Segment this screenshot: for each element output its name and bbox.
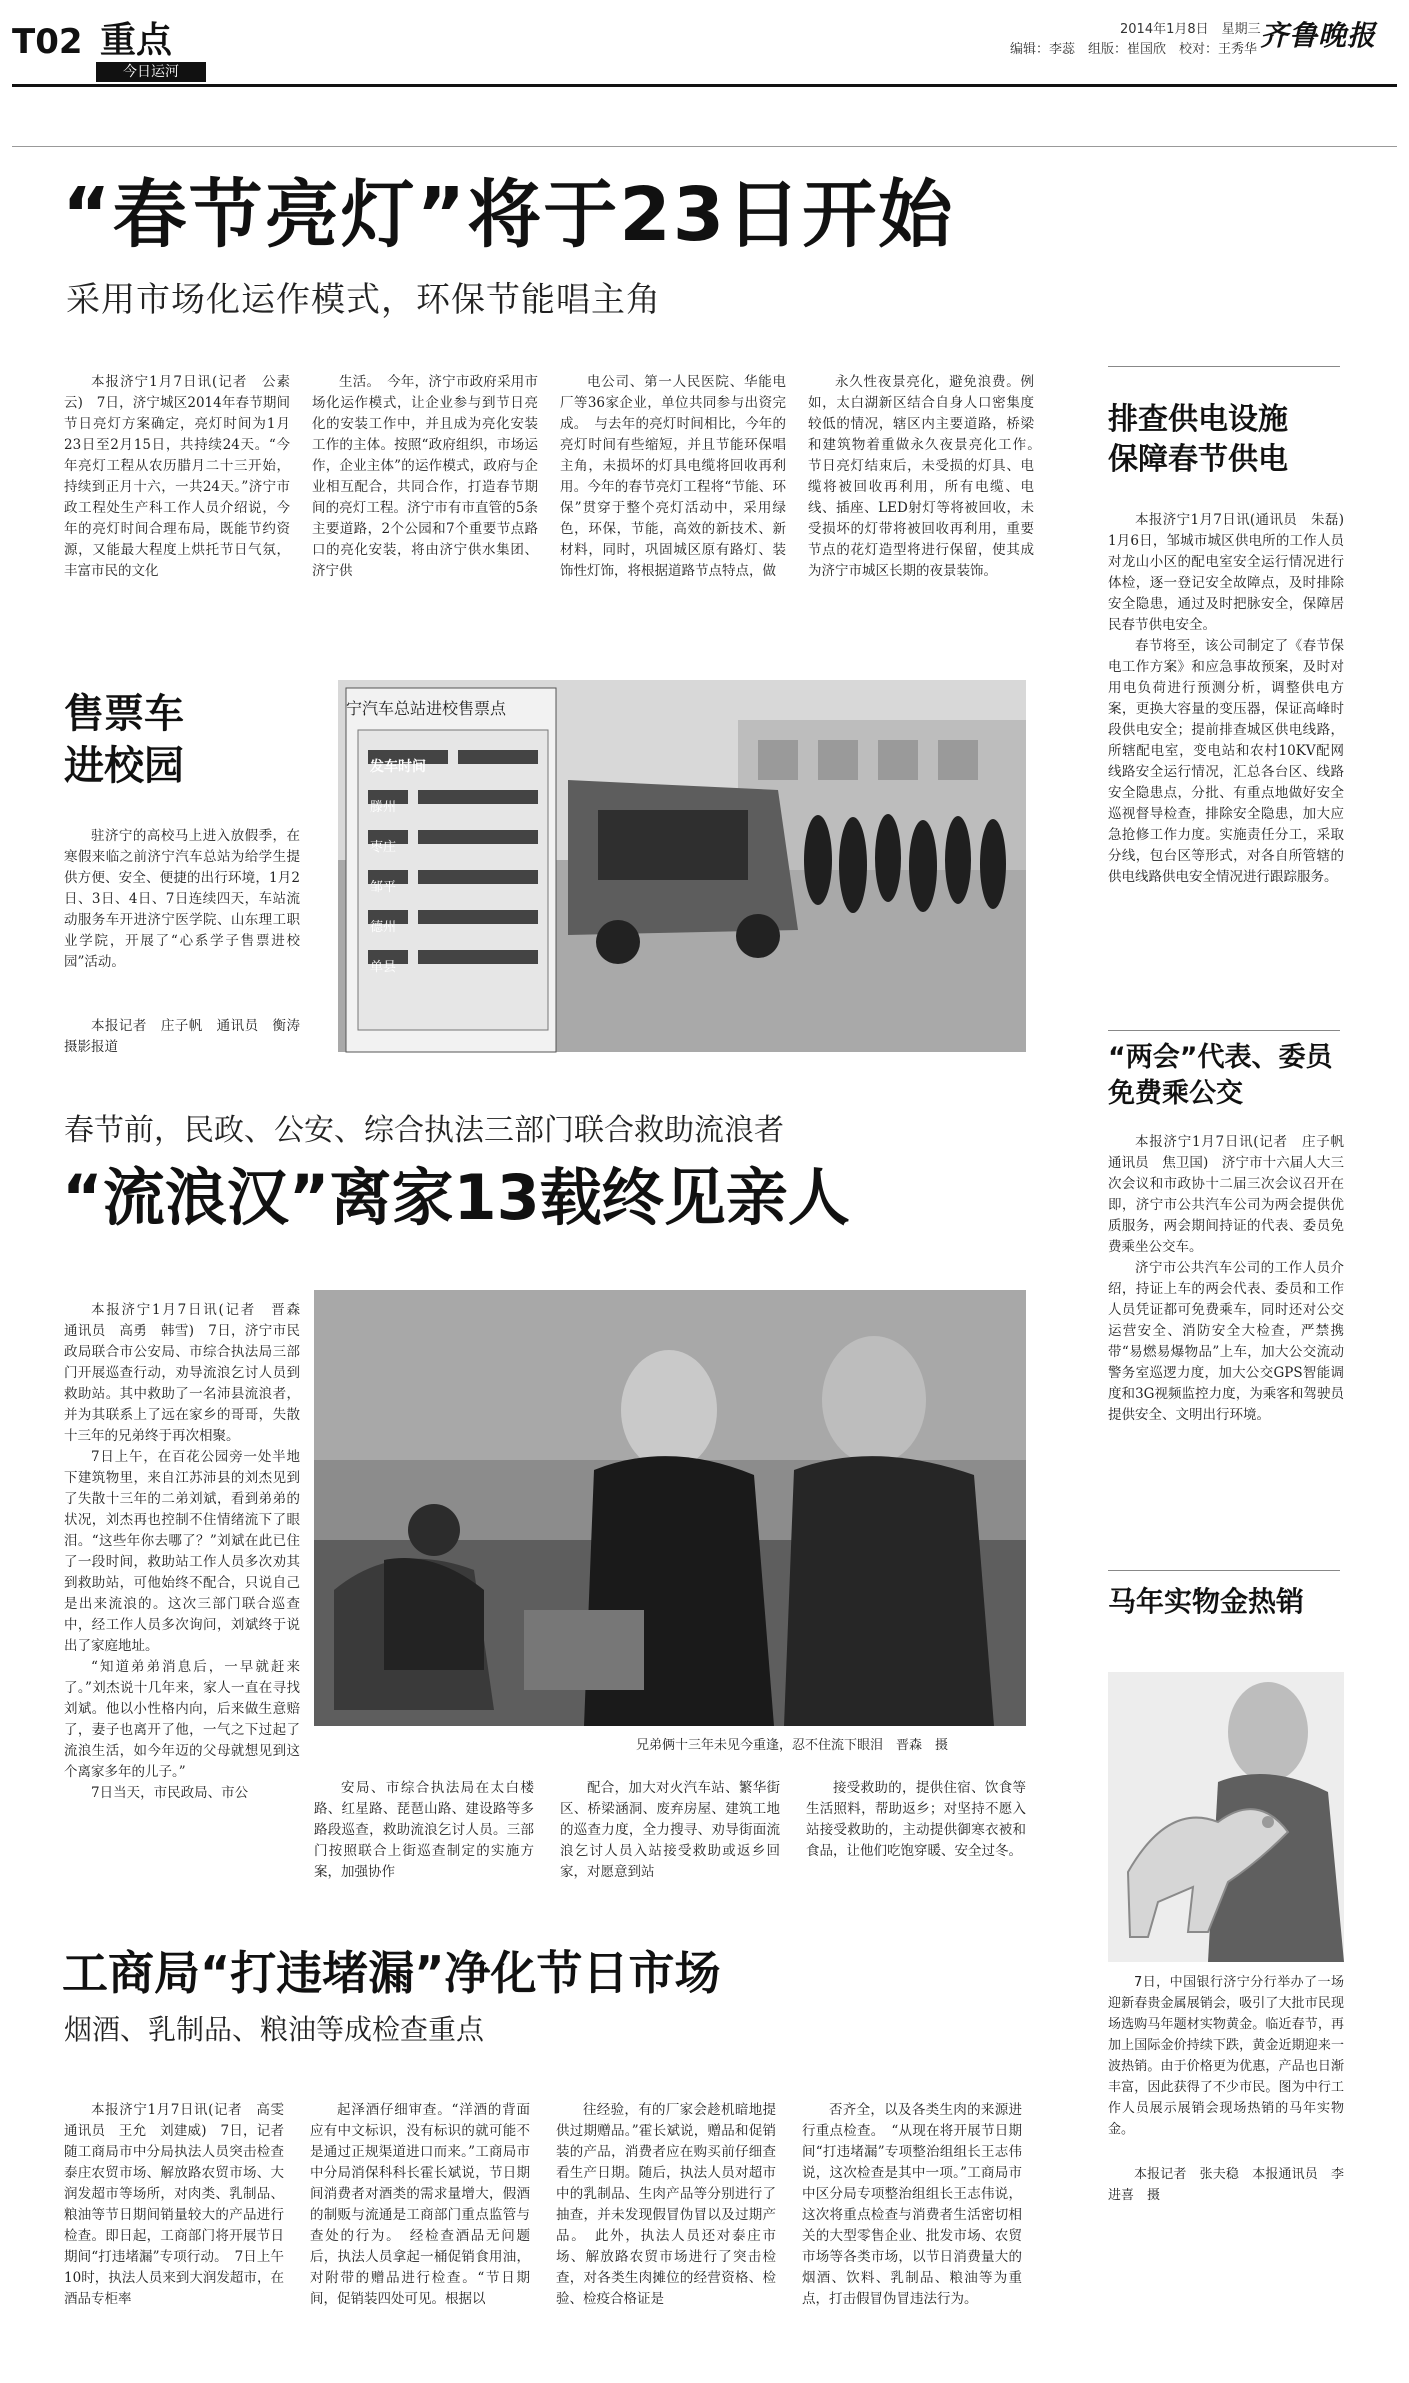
side1-headline-line1: 排查供电设施 (1108, 402, 1288, 437)
article3-bottom-col2: 配合，加大对火汽车站、繁华街区、桥梁涵洞、废弃房屋、建筑工地的巡查力度，全力搜寻、劝导街面流浪乞讨人员入站接受救助或返乡回家，对愿意到站 (560, 1780, 780, 1880)
article3-lead-p1: 本报济宁1月7日讯(记者 晋森 通讯员 高勇 韩雪) 7日，济宁市民政局联合市公安局、市综合执法局三部门开展巡查行动，劝导流浪乞讨人员到救助站。其中救助了一名沛县流浪者，并为其联系上了远在家乡的哥哥，失散十三年的兄弟终于再次相聚。 (64, 1302, 314, 1444)
departure-board-row-1: 滕州 (370, 800, 397, 815)
article2-headline-line1: 售票车 (64, 691, 184, 737)
article1-col1: 本报济宁1月7日讯(记者 公素云) 7日，济宁城区2014年春节期间节日亮灯方案确定，亮灯时间为1月23日至2月15日，共持续24天。“今年亮灯工程从农历腊月二十三开始，持续到正月十六，一共24天。”济宁市政工程处生产科工作人员介绍说，今年的亮灯时间合理布局，既能节约资源，又能最大程度上烘托节日气氛，丰富市民的文化 (64, 374, 290, 579)
page-code: T02 (12, 22, 83, 62)
side2-body-p1: 本报济宁1月7日讯(记者 庄子帆 通讯员 焦卫国) 济宁市十六届人大三次会议和市政协十二届三次会议召开在即，济宁市公共汽车公司为两会提供优质服务，两会期间持证的代表、委员免费乘坐公交车。 (1108, 1134, 1358, 1255)
article4-headline: 工商局“打违堵漏”净化节日市场 (62, 1946, 721, 2000)
article1-col2: 生活。 今年，济宁市政府采用市场化运作模式，让企业参与到节日亮化的安装工作中，并且成为亮化安装工作的主体。按照“政府组织，市场运作，企业主体”的运作模式，政府与企业相互配合，共同合作，打造春节期间的亮灯工程。济宁市有市直管的5条主要道路，2个公园和7个重要节点路口的亮化安装，将由济宁供水集团、济宁供 (312, 374, 538, 579)
article3-bottom-col3: 接受救助的，提供住宿、饮食等生活照料，帮助返乡；对坚持不愿入站接受救助的，主动提供御寒衣被和食品，让他们吃饱穿暖、安全过冬。 (806, 1780, 1026, 1859)
side2-headline-line1: “两会”代表、委员 (1108, 1042, 1333, 1073)
article3-kicker: 春节前，民政、公安、综合执法三部门联合救助流浪者 (64, 1113, 784, 1148)
article2-body: 驻济宁的高校马上进入放假季，在寒假来临之前济宁汽车总站为给学生提供方便、安全、便捷的出行环境，1月2日、3日、4日、7日连续四天，车站流动服务车开进济宁医学院、山东理工职业学院，开展了“心系学子售票进校园”活动。 (64, 828, 300, 970)
ticket-bus-scene (338, 680, 1026, 1052)
side2-headline-line2: 免费乘公交 (1108, 1078, 1243, 1109)
article1-headline: “春节亮灯”将于23日开始 (62, 172, 955, 258)
bus-station-banner: 宁汽车总站进校售票点 (346, 699, 507, 718)
departure-board-header: 发车时间 (370, 759, 426, 775)
section-title: 重点 (100, 20, 173, 61)
article2-headline (64, 688, 304, 792)
article3-lead-col (64, 1300, 314, 1910)
article4-col2: 起泽酒仔细审查。“洋酒的背面应有中文标识，没有标识的就可能不是通过正规渠道进口而来。”工商局市中分局消保科科长霍长斌说，节日期间消费者对酒类的需求量增大，假酒的制贩与流通是工商部门重点监管与查处的行为。 经检查酒品无问题后，执法人员拿起一桶促销食用油，对附带的赠品进行检查。“节日期间，促销装四处可见。根据以 (310, 2102, 530, 2307)
article3-photo-caption: 兄弟俩十三年未见今重逢，忍不住流下眼泪 晋森 摄 (636, 1738, 949, 1753)
article4-subhead: 烟酒、乳制品、粮油等成检查重点 (64, 2013, 485, 2046)
article3-lead-p4: 7日当天，市民政局、市公 (91, 1785, 249, 1801)
article4-col1: 本报济宁1月7日讯(记者 高雯 通讯员 王允 刘建威) 7日，记者随工商局市中分局执法人员突击检查泰庄农贸市场、解放路农贸市场、大润发超市等场所，对肉类、乳制品、粮油等节日期间销量较大的产品进行检查。即日起，工商部门将开展节日期间“打违堵漏”专项行动。 7日上午10时，执法人员来到大润发超市，在酒品专柜率 (64, 2102, 298, 2307)
editor-credits: 编辑：李蕊 组版：崔国欣 校对：王秀华 (1010, 42, 1258, 57)
side1-headline-line2: 保障春节供电 (1108, 442, 1288, 477)
departure-board-row-3: 邹平 (370, 880, 397, 895)
gold-horse-scene (1108, 1672, 1344, 1962)
side3-byline: 本报记者 张夫稳 本报通讯员 李进喜 摄 (1108, 2167, 1344, 2203)
article3-lead-p2: 7日上午，在百花公园旁一处半地下建筑物里，来自江苏沛县的刘杰见到了失散十三年的二弟刘斌，看到弟弟的状况，刘杰再也控制不住情绪流下了眼泪。“这些年你去哪了？”刘斌在此已住了一段时间，救助站工作人员多次劝其到救助站，可他始终不配合，只说自己是出来流浪的。这次三部门联合巡查中，经工作人员多次询问，刘斌终于说出了家庭地址。 (64, 1449, 300, 1654)
side2-headline (1108, 1040, 1348, 1112)
side3-photo (1108, 1672, 1344, 1962)
article3-headline: “流浪汉”离家13载终见亲人 (62, 1161, 850, 1234)
article1-col3: 电公司、第一人民医院、华能电厂等36家企业，单位共同参与出资完成。 与去年的亮灯时间相比，今年的亮灯时间有些缩短，并且节能环保唱主角，未损坏的灯具电缆将回收再利用。今年的春节亮灯工程将“节能、环保”贯穿于整个亮灯活动中，采用绿色，环保，节能，高效的新技术、新材料，同时，巩固城区原有路灯、装饰性灯饰，将根据道路节点特点，做 (560, 374, 786, 579)
side1-body (1108, 510, 1358, 998)
top-rule (12, 146, 1397, 147)
side2-body-p2: 济宁市公共汽车公司的工作人员介绍，持证上车的两会代表、委员和工作人员凭证都可免费乘车，同时还对公交运营安全、消防安全大检查，严禁携带“易燃易爆物品”上车，加大公交流动警务室巡逻力度，加大公交GPS智能调度和3G视频监控力度，为乘客和驾驶员提供安全、文明出行环境。 (1108, 1260, 1344, 1423)
page-header (0, 0, 1409, 80)
sidebar-rule-3 (1108, 1570, 1340, 1571)
sidebar-rule-2 (1108, 1030, 1340, 1031)
article4-col4: 否齐全，以及各类生肉的来源进行重点检查。 “从现在将开展节日期间“打违堵漏”专项整治组组长王志伟说，这次检查是其中一项。”工商局市中区分局专项整治组组长王志伟说，这次将重点检查与消费者生活密切相关的大型零售企业、批发市场、农贸市场等各类市场，以节日消费量大的烟酒、饮料、乳制品、粮油等为重点，打击假冒伪冒违法行为。 (802, 2102, 1022, 2307)
masthead-logo: 齐鲁晚报 (1260, 19, 1377, 52)
article4-col3: 往经验，有的厂家会趁机暗地提供过期赠品。”霍长斌说，赠品和促销装的产品，消费者应在购买前仔细查看生产日期。随后，执法人员对超市中的乳制品、生肉产品等分别进行了抽查，并未发现假冒伪冒以及过期产品。 此外，执法人员还对泰庄市场、解放路农贸市场进行了突击检查，对各类生肉摊位的经营资格、检验、检疫合格证是 (556, 2102, 776, 2307)
sidebar-top-rule (1108, 366, 1340, 367)
article2-byline: 本报记者 庄子帆 通讯员 衡涛 摄影报道 (64, 1018, 314, 1055)
header-rule-thick (12, 84, 1397, 87)
article3-lead-p3: “知道弟弟消息后，一早就赶来了。”刘杰说十几年来，家人一直在寻找刘斌。他以小性格内向，后来做生意赔了，妻子也离开了他，一气之下过起了流浪生活，如今年迈的父母就想见到这个离家多年的儿子。” (64, 1659, 300, 1780)
article2-headline-line2: 进校园 (64, 743, 184, 789)
article2-photo (338, 680, 1026, 1052)
departure-board-row-4: 德州 (370, 920, 397, 935)
departure-board-row-5: 单县 (370, 960, 397, 975)
article3-bottom-col1: 安局、市综合执法局在太白楼路、红星路、琵琶山路、建设路等多路段巡查，救助流浪乞讨人员。三部门按照联合上街巡查制定的实施方案，加强协作 (314, 1780, 534, 1880)
side3-caption: 7日，中国银行济宁分行举办了一场迎新春贵金属展销会，吸引了大批市民现场选购马年题材实物黄金。临近春节，再加上国际金价持续下跌，黄金近期迎来一波热销。由于价格更为优惠，产品也日渐丰富，因此获得了不少市民。图为中行工作人员展示展销会现场热销的马年实物金。 (1108, 1975, 1344, 2137)
side3-headline: 马年实物金热销 (1108, 1585, 1305, 1618)
side1-headline (1108, 400, 1348, 480)
brothers-reunion-scene (314, 1290, 1026, 1726)
article1-col4: 永久性夜景亮化，避免浪费。例如，太白湖新区结合自身人口密集度较低的情况，辖区内主要道路，桥梁和建筑物着重做永久夜景亮化工作。 节日亮灯结束后，未受损的灯具、电缆将被回收再利用，所有电缆、电线、插座、LED射灯等将被回收，未受损坏的灯带将被回收再利用，重要节点的花灯造型将进行保留，使其成为济宁市城区长期的夜景装饰。 (808, 374, 1048, 579)
subsection-tag: 今日运河 (96, 62, 206, 82)
article3-photo (314, 1290, 1026, 1726)
side1-body-p2: 春节将至，该公司制定了《春节保电工作方案》和应急事故预案，及时对用电负荷进行预测分析，调整供电方案，更换大容量的变压器，保证高峰时段供电安全；提前排查城区供电线路，所辖配电室，变电站和农村10KV配网线路安全运行情况，汇总各台区、线路安全隐患点，分批、有重点地做好安全巡视督导检查，排除安全隐患，加大应急抢修工作力度。实施责任分工，采取分线，包台区等形式，对各自所管辖的供电线路供电安全情况进行跟踪服务。 (1108, 638, 1344, 885)
side1-body-p1: 本报济宁1月7日讯(通讯员 朱磊) 1月6日，邹城市城区供电所的工作人员对龙山小区的配电室安全运行情况进行体检，逐一登记安全故障点，及时排除安全隐患，通过及时把脉安全，保障居民春节供电安全。 (1108, 512, 1358, 633)
date-line: 2014年1月8日 星期三 (1120, 22, 1261, 37)
article1-subhead: 采用市场化运作模式，环保节能唱主角 (66, 280, 661, 320)
side2-body (1108, 1132, 1358, 1540)
departure-board-row-2: 枣庄 (370, 840, 397, 855)
